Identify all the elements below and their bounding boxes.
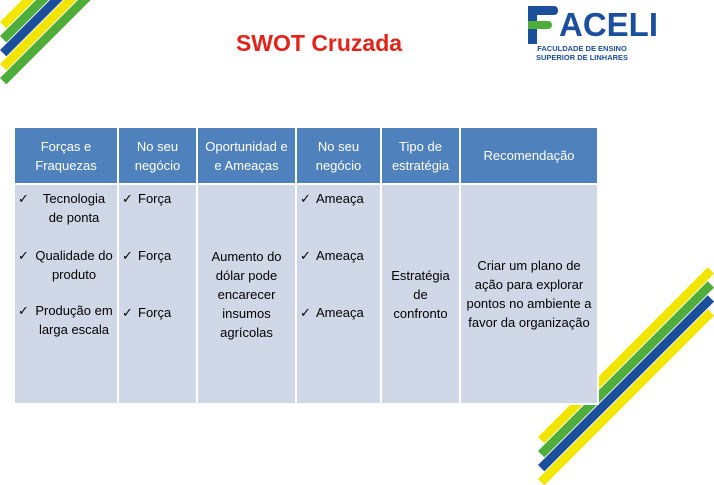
checkmark-icon: ✓ [18, 303, 29, 318]
list-item [122, 189, 193, 208]
checkmark-icon: ✓ [300, 305, 311, 320]
item-text: Força [138, 191, 172, 206]
cell-oportunidade-ameaca: Aumento do dólar pode encarecer insumos agrícolas [197, 184, 296, 404]
item-text: Produção em larga escala [35, 303, 113, 337]
list-item [18, 189, 114, 227]
logo-subtitle-line1: FACULDADE DE ENSINO [537, 44, 627, 53]
list-item [300, 303, 377, 322]
table-row [14, 184, 598, 404]
faceli-logo [526, 4, 658, 64]
table-header-row [14, 127, 598, 184]
checkmark-icon: ✓ [300, 191, 311, 206]
item-text: Força [138, 248, 172, 263]
cell-tipo-estrategia: Estratégia de confronto [381, 184, 460, 404]
list-item [300, 246, 377, 265]
header-no-seu-negocio-2: No seu negócio [296, 127, 381, 184]
checkmark-icon: ✓ [122, 191, 133, 206]
header-tipo-estrategia: Tipo de estratégia [381, 127, 460, 184]
header-no-seu-negocio-1: No seu negócio [118, 127, 197, 184]
cell-no-seu-negocio-2 [296, 184, 381, 404]
list-item [18, 246, 114, 284]
cell-recomendacao: Criar um plano de ação para explorar pontos no ambiente a favor da organização [460, 184, 598, 404]
checkmark-icon: ✓ [18, 191, 29, 206]
item-text: Ameaça [316, 191, 364, 206]
item-text: Ameaça [316, 248, 364, 263]
checkmark-icon: ✓ [18, 248, 29, 263]
checkmark-icon: ✓ [300, 248, 311, 263]
item-text: Ameaça [316, 305, 364, 320]
logo-subtitle [530, 44, 634, 62]
slide-title: SWOT Cruzada [235, 30, 403, 56]
logo-f-mark [528, 6, 558, 44]
header-recomendacao: Recomendação [460, 127, 598, 184]
item-text: Tecnologia de ponta [42, 191, 106, 225]
header-forcas-fraquezas: Forças e Fraquezas [14, 127, 118, 184]
item-text: Qualidade do produto [35, 248, 113, 282]
list-item [122, 246, 193, 265]
list-item [18, 301, 114, 339]
cell-no-seu-negocio-1 [118, 184, 197, 404]
logo-subtitle-line2: SUPERIOR DE LINHARES [535, 53, 629, 62]
checkmark-icon: ✓ [122, 305, 133, 320]
checkmark-icon: ✓ [122, 248, 133, 263]
header-oportunidade-ameacas: Oportunidad e e Ameaças [197, 127, 296, 184]
swot-table [13, 126, 599, 405]
logo-name: ACELI [559, 6, 658, 43]
item-text: Força [138, 305, 172, 320]
cell-forcas-fraquezas [14, 184, 118, 404]
list-item [300, 189, 377, 208]
list-item [122, 303, 193, 322]
